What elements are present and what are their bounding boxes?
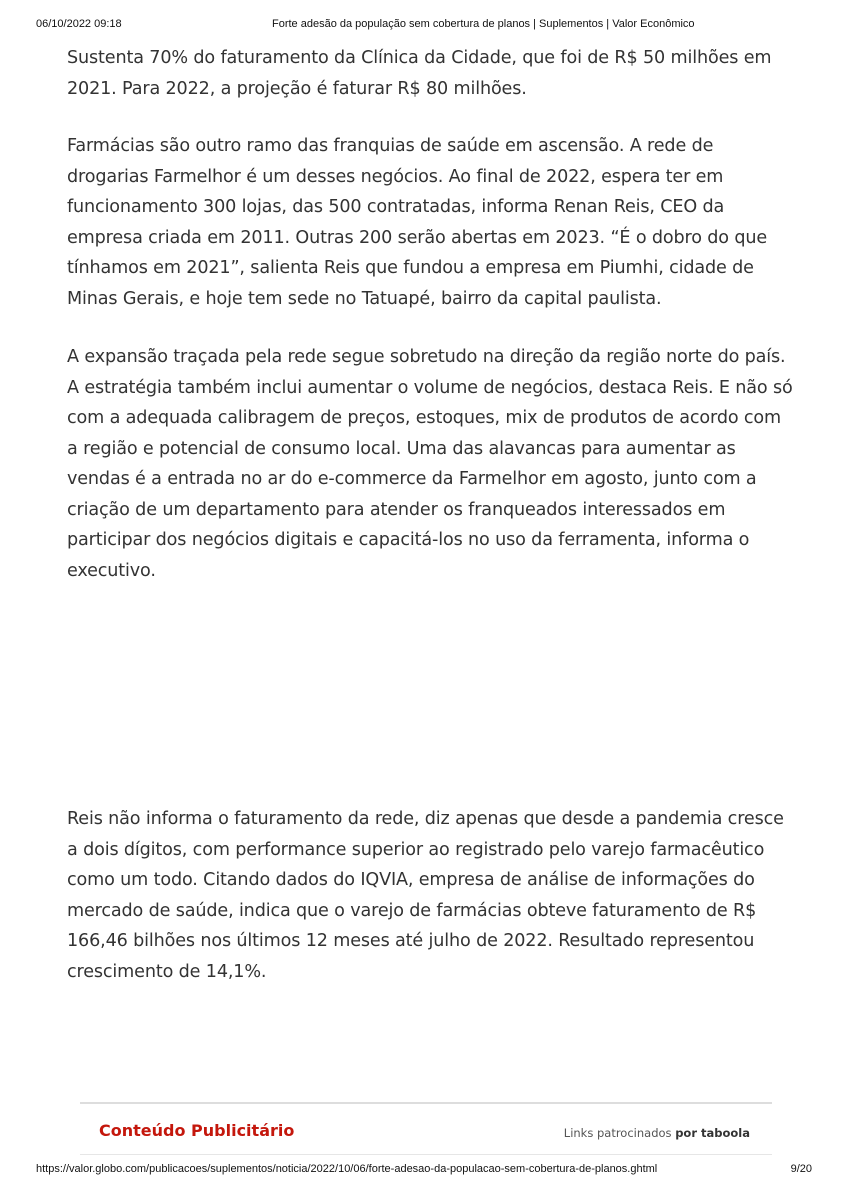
taboola-brand: por taboola (675, 1126, 750, 1140)
print-page-title: Forte adesão da população sem cobertura de planos | Suplementos | Valor Econômico (272, 18, 695, 30)
sponsored-links-text: Links patrocinados (563, 1126, 672, 1140)
page-number: 9/20 (790, 1163, 812, 1175)
print-url: https://valor.globo.com/publicacoes/suplementos/noticia/2022/10/06/forte-adesao-da-populacao-sem-cobertura-de-planos.ghtml (36, 1163, 658, 1175)
sponsored-content-bar (80, 1102, 772, 1155)
paragraph-text: Sustenta 70% do faturamento da Clínica da Cidade, que foi de R$ 50 milhões em 2021. Para 2022, a projeção é faturar R$ 80 milhões. (67, 48, 772, 99)
paragraph-text: Reis não informa o faturamento da rede, diz apenas que desde a pandemia cresce a dois dígitos, com performance superior ao registrado pelo varejo farmacêutico como um todo. Citando dados do IQVIA, empresa de análise de informações do mercado de saúde, indica que o varejo de farmácias obteve faturamento de R$ 166,46 bilhões nos últimos 12 meses até julho de 2022. Resultado representou crescimento de 14,1%. (67, 809, 784, 982)
print-footer (36, 1163, 812, 1179)
article-paragraph (67, 131, 797, 314)
taboola-sponsored-links[interactable] (564, 1126, 750, 1140)
print-datetime: 06/10/2022 09:18 (36, 18, 122, 30)
paragraph-text: A expansão traçada pela rede segue sobretudo na direção da região norte do país. A estratégia também inclui aumentar o volume de negócios, destaca Reis. E não só com a adequada calibragem de preços, estoques, mix de produtos de acordo com a região e potencial de consumo local. Uma das alavancas para aumentar as vendas é a entrada no ar do e-commerce da Farmelhor em agosto, junto com a criação de um departamento para atender os franqueados interessados em participar dos negócios digitais e capacitá-los no uso da ferramenta, informa o executivo. (67, 347, 793, 581)
article-paragraph (67, 342, 797, 586)
article-paragraph (67, 43, 797, 104)
paragraph-text: Farmácias são outro ramo das franquias de saúde em ascensão. A rede de drogarias Farmelhor é um desses negócios. Ao final de 2022, espera ter em funcionamento 300 lojas, das 500 contratadas, informa Renan Reis, CEO da empresa criada em 2011. Outras 200 serão abertas em 2023. “É o dobro do que tínhamos em 2021”, salienta Reis que fundou a empresa em Piumhi, cidade de Minas Gerais, e hoje tem sede no Tatuapé, bairro da capital paulista. (67, 136, 768, 309)
print-header (36, 18, 812, 34)
article-paragraph (67, 804, 797, 987)
sponsored-content-label: Conteúdo Publicitário (99, 1121, 295, 1140)
